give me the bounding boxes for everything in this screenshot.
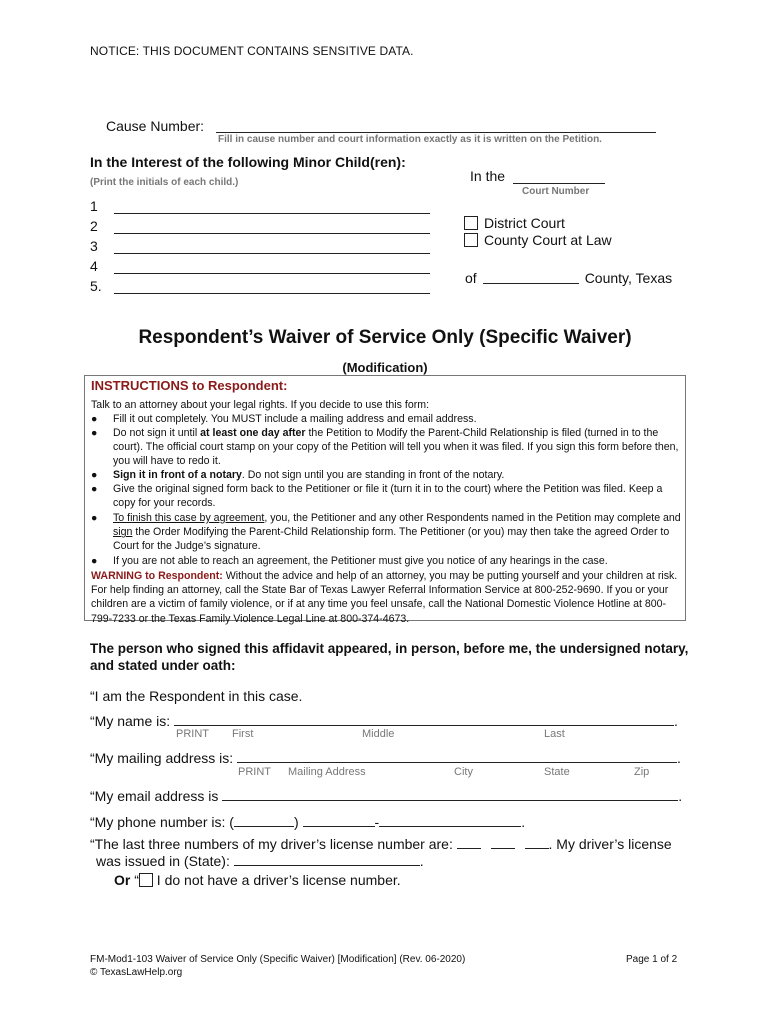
child-number: 4 [90,258,98,274]
issued-row [96,853,424,869]
child-number: 3 [90,238,98,254]
county-row [465,270,672,286]
issued-state-field[interactable] [234,853,420,866]
bullet: ● [91,427,98,439]
instructions-heading: INSTRUCTIONS to Respondent: [91,378,288,393]
cause-number-field[interactable] [216,132,656,133]
name-row [90,713,678,729]
instruction-item [91,468,681,482]
bullet: ● [91,512,98,524]
court-number-row [470,168,605,184]
name-hint-first: First [232,728,254,740]
child-row [90,198,430,214]
child-initials-field[interactable] [114,221,430,234]
period: . [678,788,683,804]
warning-label: WARNING to Respondent: [91,570,223,582]
phone-row [90,814,525,830]
name-hint-last: Last [544,728,565,740]
instruction-text-underlined: sign [113,526,133,539]
period: . [677,750,681,766]
cause-number-label: Cause Number: [106,118,205,134]
affidavit-statement: The person who signed this affidavit appeared, in person, before me, the undersigned notary, and stated under oath: [90,641,689,673]
warning-paragraph [91,569,681,626]
child-initials-field[interactable] [114,281,430,294]
instruction-text-part: the Petition to Modify the Parent-Child Relationship is filed (turned in to the court). The official court stamp on your copy of the Petition will tell you when it was filed. If you sign this form before then, you will have to redo it. [113,427,679,468]
period: . [521,814,526,830]
district-court-option [464,215,565,231]
phone-prefix-field[interactable] [303,814,375,827]
license-row [90,836,672,852]
instruction-text [113,426,681,469]
child-number: 1 [90,198,98,214]
address-hint-mailing: Mailing Address [288,766,366,778]
issued-label: was issued in (State): [96,853,230,869]
phone-dash: - [374,814,380,830]
instruction-text-part: Do not sign it until [113,427,201,439]
instruction-text [113,468,681,482]
child-row [90,278,430,294]
phone-area-code-field[interactable] [234,814,294,827]
bullet: ● [91,555,98,567]
license-label: “The last three numbers of my driver’s license number are: [90,836,453,852]
phone-label: “My phone number is: ( [90,814,234,830]
phone-line-field[interactable] [379,814,521,827]
license-post-text: . My driver’s license [548,836,672,852]
license-digit-field[interactable] [491,836,515,849]
minor-children-heading: In the Interest of the following Minor Child(ren): [90,154,406,170]
document-subtitle: (Modification) [342,360,428,375]
email-field[interactable] [222,788,678,801]
no-license-row [114,872,401,888]
bullet: ● [91,469,98,481]
child-number: 5. [90,278,102,294]
instruction-item [91,426,681,469]
bullet: ● [91,413,98,425]
county-field[interactable] [483,271,579,284]
child-initials-field[interactable] [114,241,430,254]
address-label: “My mailing address is: [90,750,234,766]
period: . [674,713,678,729]
instruction-text-part: , you, the Petitioner and any other Respondents named in the Petition may complete and [264,512,681,524]
name-hint-middle: Middle [362,728,395,740]
address-hint-state: State [544,766,570,778]
county-court-label: County Court at Law [484,232,612,248]
court-number-hint: Court Number [522,186,590,197]
address-row [90,750,681,766]
or-label: Or [114,872,131,888]
instruction-text-part: the Order Modifying the Parent-Child Relationship form. The Petitioner (or you) may then take the agreed Order to Court for the Judge’s signature. [113,526,670,553]
address-hint-city: City [454,766,473,778]
court-number-field[interactable] [513,171,605,184]
no-license-label: I do not have a driver’s license number. [156,872,401,888]
sensitive-data-notice: NOTICE: THIS DOCUMENT CONTAINS SENSITIVE DATA. [90,44,414,58]
address-hint-zip: Zip [634,766,650,778]
no-license-checkbox[interactable] [139,873,153,887]
in-the-label: In the [470,168,506,184]
page-number: Page 1 of 2 [626,954,678,965]
phone-paren: ) [293,814,299,830]
instruction-item [91,511,681,554]
child-row [90,238,430,254]
instruction-text-part: . Do not sign until you are standing in front of the notary. [241,469,505,481]
license-digit-field[interactable] [457,836,481,849]
child-number: 2 [90,218,98,234]
warning-text: Without the advice and help of an attorney, you may be putting yourself and your children at risk. For help finding an attorney, call the State Bar of Texas Lawyer Referral Information Service at 800-252-9690. If you or your children are a victim of family violence, or if at any time you feel unsafe, call the National Domestic Violence Hotline at 800-799-7233 or the Texas Family Violence Legal Line at 800-374-4673. [91,570,678,625]
minor-children-hint: (Print the initials of each child.) [90,177,239,188]
district-court-label: District Court [484,215,565,231]
instruction-text: Give the original signed form back to the Petitioner or file it (turn it in to the court) where the Petition was filed. Keep a copy for your records. [113,483,663,510]
cause-number-hint: Fill in cause number and court information exactly as it is written on the Petition. [218,134,602,145]
document-title: Respondent’s Waiver of Service Only (Specific Waiver) [138,327,632,348]
county-texas-label: County, Texas [584,270,673,286]
license-digit-field[interactable] [525,836,549,849]
email-row [90,788,682,804]
instruction-text [113,511,681,554]
name-label: “My name is: [90,713,171,729]
county-court-option [464,232,612,248]
name-hint-print: PRINT [176,728,209,740]
address-field[interactable] [237,750,677,763]
email-label: “My email address is [90,788,219,804]
period: . [419,853,424,869]
respondent-statement: “I am the Respondent in this case. [90,688,303,704]
instruction-item [91,482,681,510]
copyright: © TexasLawHelp.org [90,967,183,978]
open-quote: “ [134,872,139,888]
address-hint-print: PRINT [238,766,271,778]
instruction-item [91,412,681,426]
bullet: ● [91,483,98,495]
district-court-checkbox[interactable] [464,216,478,230]
instruction-text: Fill it out completely. You MUST include a mailing address and email address. [113,413,477,425]
child-row [90,258,430,274]
of-label: of [465,270,477,286]
county-court-checkbox[interactable] [464,233,478,247]
instruction-text: If you are not able to reach an agreement, the Petitioner must give you notice of any hearings in the case. [113,555,608,567]
child-row [90,218,430,234]
instruction-text-bold: at least one day after [200,427,306,439]
child-initials-field[interactable] [114,261,430,274]
name-field[interactable] [174,713,674,726]
instruction-text-underlined: To finish this case by agreement [113,512,265,524]
instruction-item [91,554,681,568]
child-initials-field[interactable] [114,201,430,214]
instructions-intro: Talk to an attorney about your legal rights. If you decide to use this form: [91,399,430,411]
instruction-text-bold: Sign it in front of a notary [113,469,242,481]
form-id: FM-Mod1-103 Waiver of Service Only (Specific Waiver) [Modification] (Rev. 06-2020) [90,954,466,965]
